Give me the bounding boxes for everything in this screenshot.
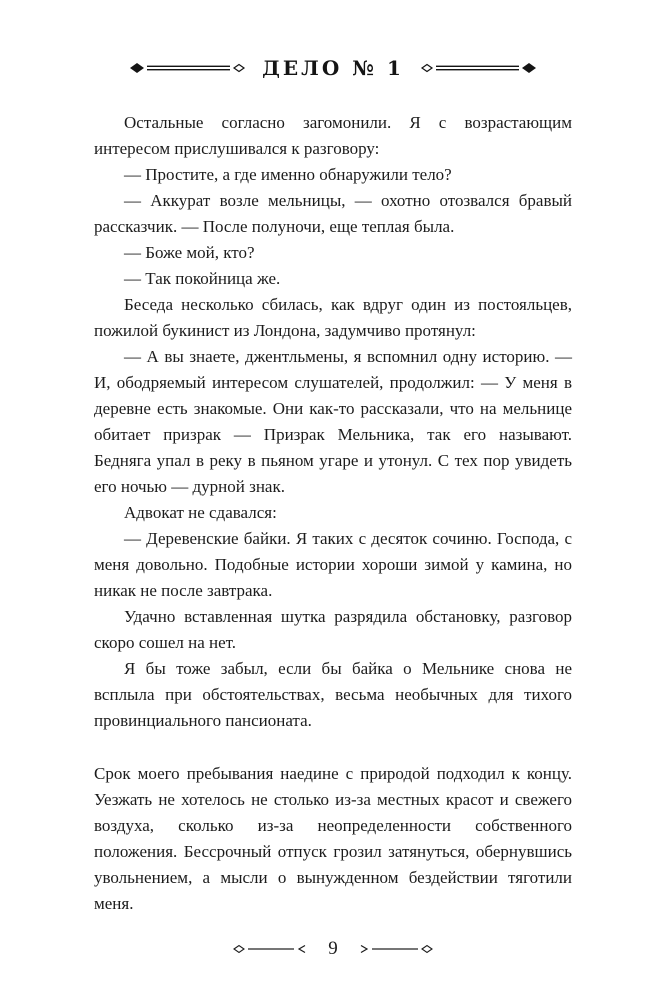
paragraph: Удачно вставленная шутка разрядила обстановку, разговор скоро сошел на нет. bbox=[94, 607, 572, 652]
page-text bbox=[94, 110, 572, 917]
paragraph: Я бы тоже забыл, если бы байка о Мельнике снова не всплыла при обстоятельствах, весьма необычных для тихого провинциального пансионата. bbox=[94, 659, 572, 730]
dialog-paragraph: — Деревенские байки. Я таких с десяток сочиню. Господа, с меня довольно. Подобные истории хороши зимой у камина, но никак не после завтрака. bbox=[94, 529, 572, 600]
paragraph: Остальные согласно загомонили. Я с возрастающим интересом прислушивался к разговору: bbox=[94, 113, 572, 158]
dialog-paragraph: — Простите, а где именно обнаружили тело? bbox=[124, 165, 452, 184]
paragraph: Адвокат не сдавался: bbox=[124, 503, 277, 522]
dialog-paragraph: — Аккурат возле мельницы, — охотно отозвался бравый рассказчик. — После полуночи, еще теплая была. bbox=[94, 191, 572, 236]
footer-ornament-right-icon bbox=[354, 943, 434, 955]
header-ornament-left-icon bbox=[128, 61, 248, 75]
chapter-header bbox=[0, 56, 666, 80]
dialog-paragraph: — Боже мой, кто? bbox=[124, 243, 255, 262]
paragraph: Беседа несколько сбилась, как вдруг один из постояльцев, пожилой букинист из Лондона, задумчиво протянул: bbox=[94, 295, 572, 340]
footer-ornament-left-icon bbox=[232, 943, 312, 955]
chapter-title: ДЕЛО № 1 bbox=[262, 56, 404, 80]
page-number: 9 bbox=[328, 938, 338, 959]
section-start-paragraph: Срок моего пребывания наедине с природой подходил к концу. Уезжать не хотелось не столько из-за местных красот и свежего воздуха, сколько из-за неопределенности собственного положения. Бессрочный отпуск грозил затянуться, обернувшись увольнением, а мысли о вынужденном бездействии тяготили меня. bbox=[94, 764, 572, 913]
dialog-paragraph: — А вы знаете, джентльмены, я вспомнил одну историю. — И, ободряемый интересом слушателей, продолжил: — У меня в деревне есть знакомые. Они как-то рассказали, что на мельнице обитает призрак — Призрак Мельника, так его называют. Бедняга упал в реку в пьяном угаре и утонул. С тех пор увидеть его ночью — дурной знак. bbox=[94, 347, 572, 496]
dialog-paragraph: — Так покойница же. bbox=[124, 269, 281, 288]
page-footer bbox=[0, 939, 666, 958]
header-ornament-right-icon bbox=[418, 61, 538, 75]
